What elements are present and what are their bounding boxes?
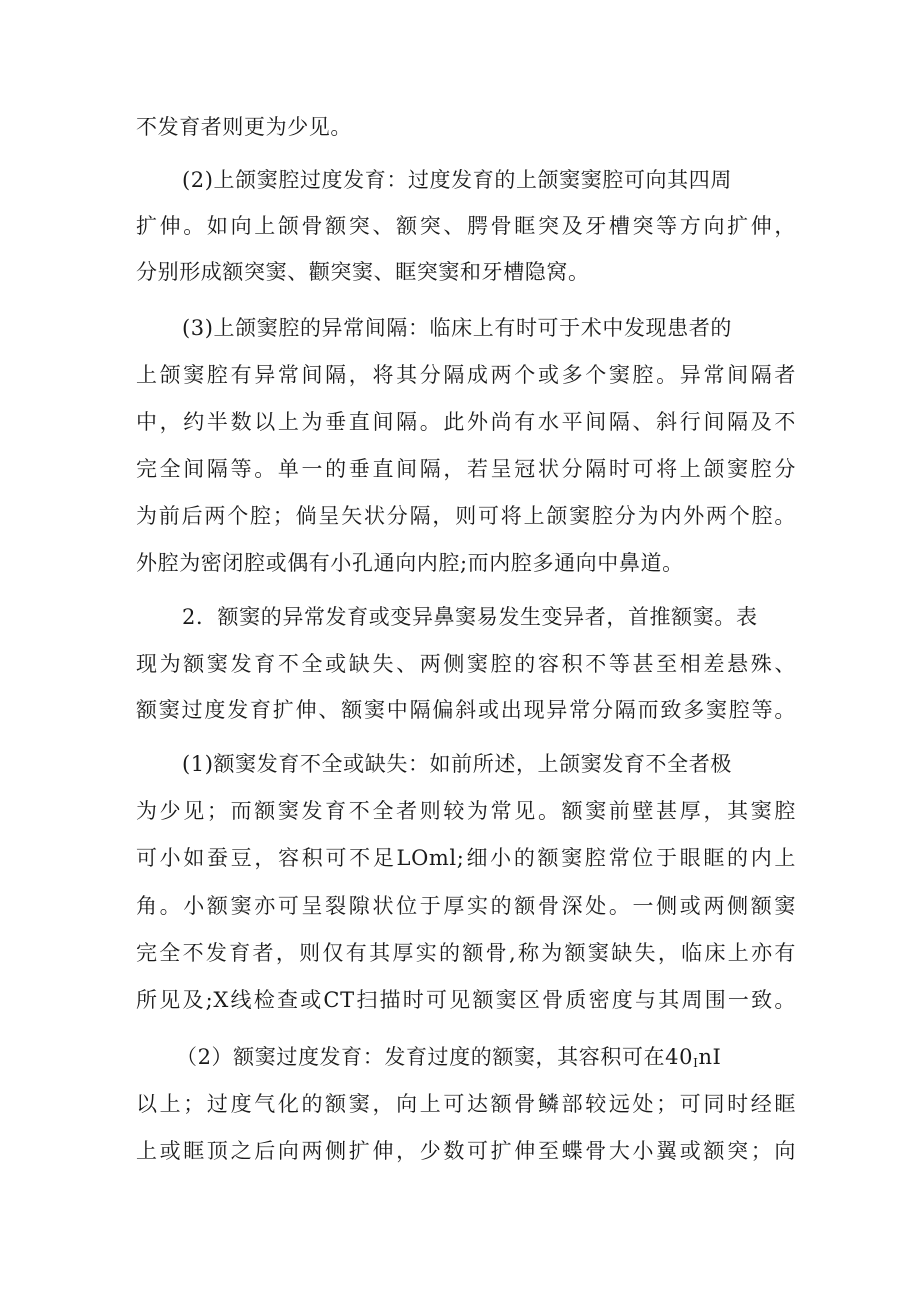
- text-line: 额窦过度发育扩伸、额窦中隔偏斜或出现异常分隔而致多窦腔等。: [136, 698, 796, 722]
- text-line: 角。小额窦亦可呈裂隙状位于厚实的额骨深处。一侧或两侧额窦: [136, 894, 796, 918]
- text-line: 所见及;X线检查或CT扫描时可见额窦区骨质密度与其周围一致。: [136, 988, 796, 1012]
- text-line: 分别形成额突窦、颧突窦、眶突窦和牙槽隐窝。: [136, 260, 590, 284]
- text-line-with-subscript: [176, 1037, 836, 1077]
- text-line: 为少见；而额窦发育不全者则较为常见。额窦前壁甚厚，其窦腔: [136, 799, 796, 823]
- text-line: 现为额窦发育不全或缺失、两侧窦腔的容积不等甚至相差悬殊、: [136, 652, 796, 676]
- text-line: 不发育者则更为少见。: [136, 115, 352, 139]
- text-line: 以上；过度气化的额窦，向上可达额骨鳞部较远处；可同时经眶: [136, 1092, 796, 1116]
- text-line: 外腔为密闭腔或偶有小孔通向内腔;而内腔多通向中鼻道。: [136, 551, 684, 575]
- text-line: 可小如蚕豆，容积可不足LOml;细小的额窦腔常位于眼眶的内上: [136, 846, 796, 870]
- text-line: 2．额窦的异常发育或变异鼻窦易发生变异者，首推额窦。表: [182, 605, 758, 629]
- text-line: (1)额窦发育不全或缺失：如前所述，上颌窦发育不全者极: [182, 752, 732, 776]
- text-line: 中，约半数以上为垂直间隔。此外尚有水平间隔、斜行间隔及不: [136, 410, 796, 434]
- text-line: (2)上颌窦腔过度发育：过度发育的上颌窦窦腔可向其四周: [182, 168, 732, 192]
- text-line: 上颌窦腔有异常间隔，将其分隔成两个或多个窦腔。异常间隔者: [136, 363, 796, 387]
- text-line: 完全间隔等。单一的垂直间隔，若呈冠状分隔时可将上颌窦腔分: [136, 457, 796, 481]
- text-line: 为前后两个腔；倘呈矢状分隔，则可将上颌窦腔分为内外两个腔。: [136, 504, 796, 528]
- text-line: 上或眶顶之后向两侧扩伸，少数可扩伸至蝶骨大小翼或额突；向: [136, 1139, 796, 1163]
- subscript-char: I: [693, 1056, 699, 1070]
- text-line-main: （2）额窦过度发育：发育过度的额窦，其容积可在40: [176, 1045, 694, 1069]
- text-line-tail: nI: [698, 1045, 722, 1069]
- text-line: 完全不发育者，则仅有其厚实的额骨,称为额窦缺失，临床上亦有: [136, 941, 796, 965]
- text-line: 扩伸。如向上颌骨额突、额突、腭骨眶突及牙槽突等方向扩伸，: [136, 214, 796, 238]
- text-line: (3)上颌窦腔的异常间隔：临床上有时可于术中发现患者的: [182, 316, 732, 340]
